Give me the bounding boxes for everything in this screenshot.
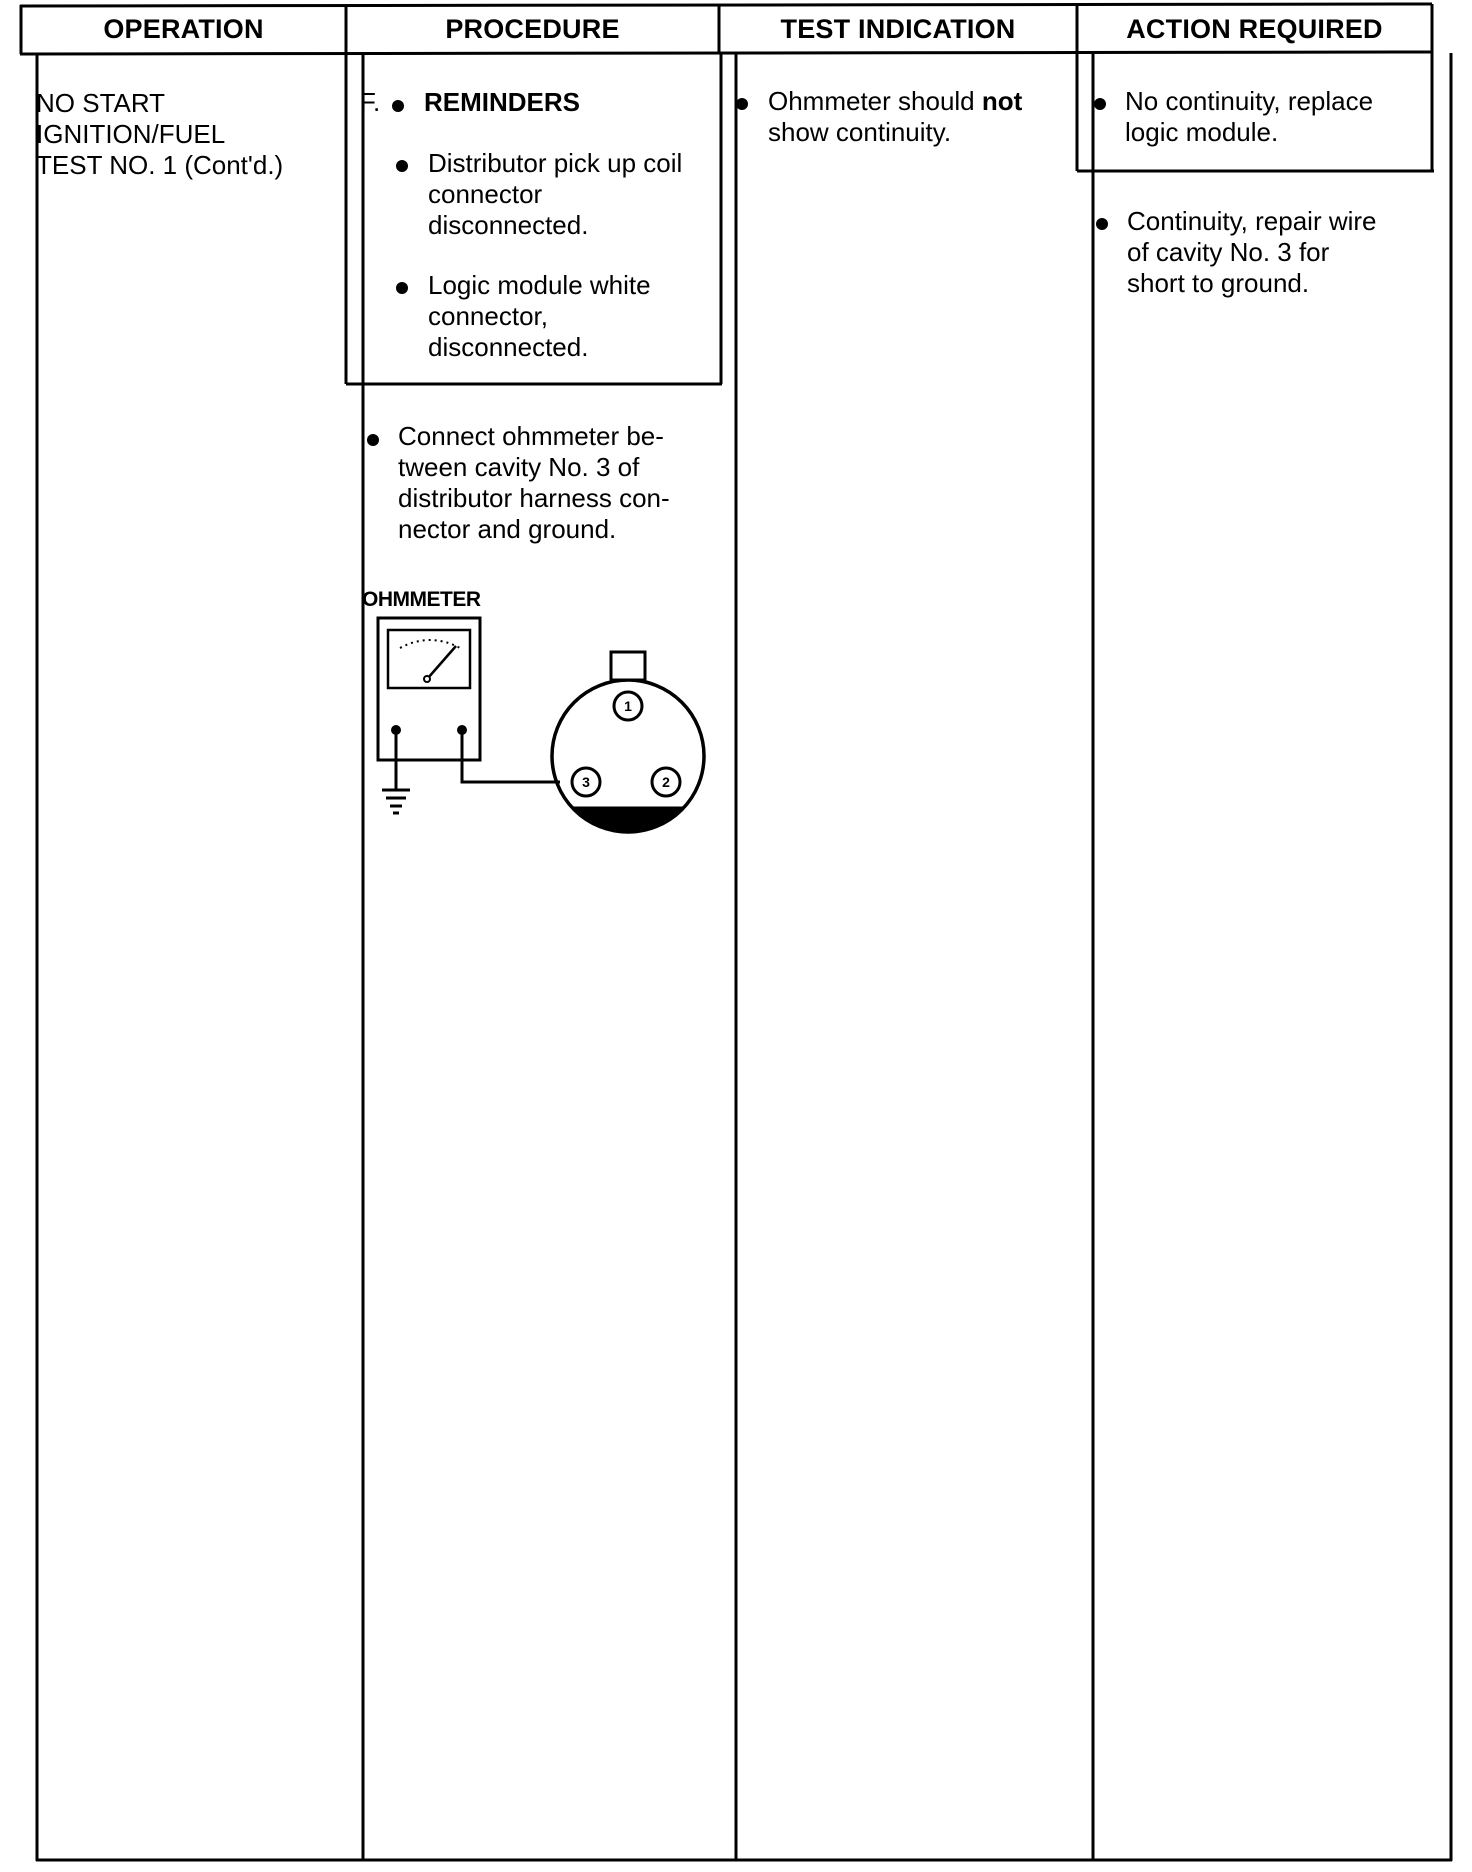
procedure-step	[398, 421, 670, 545]
bullet-icon	[736, 98, 748, 110]
test-line	[768, 86, 1022, 117]
test-text: Ohmmeter should	[768, 86, 982, 116]
action-item	[1125, 86, 1373, 148]
operation-title	[36, 88, 283, 181]
ohmmeter-label: OHMMETER	[362, 588, 481, 611]
action-line: short to ground.	[1127, 268, 1310, 298]
reminder-line: Logic module white	[428, 270, 651, 300]
step-line: nector and ground.	[398, 514, 617, 544]
reminder-line: disconnected.	[428, 332, 589, 362]
cavity-label: 1	[624, 698, 632, 714]
test-indication-text	[768, 86, 1022, 148]
action-item	[1127, 206, 1377, 299]
header-operation: OPERATION	[103, 13, 264, 44]
bullet-icon	[396, 160, 408, 172]
ohmmeter-needle	[428, 646, 456, 678]
test-line: show continuity.	[768, 117, 952, 147]
cavity-label: 3	[582, 774, 590, 790]
header-test-indication: TEST INDICATION	[780, 13, 1016, 44]
action-line: No continuity, replace	[1125, 86, 1374, 116]
reminder-line: Distributor pick up coil	[428, 148, 683, 178]
action-line: Continuity, repair wire	[1127, 206, 1377, 236]
reminder-line: disconnected.	[428, 210, 589, 240]
reminders-title: REMINDERS	[424, 87, 581, 117]
step-letter: F.	[360, 87, 381, 117]
ohmmeter-diagram	[360, 612, 720, 842]
bullet-icon	[1094, 98, 1106, 110]
bullet-icon	[392, 100, 404, 112]
operation-line: TEST NO. 1 (Cont'd.)	[36, 150, 284, 180]
operation-line: NO START	[36, 88, 166, 118]
step-line: tween cavity No. 3 of	[398, 452, 640, 482]
action-line: of cavity No. 3 for	[1127, 237, 1330, 267]
reminder-item	[428, 148, 682, 241]
bullet-icon	[396, 282, 408, 294]
cavity-label: 2	[662, 774, 670, 790]
test-text-bold: not	[981, 86, 1023, 116]
header-procedure: PROCEDURE	[445, 13, 620, 44]
reminder-line: connector,	[428, 301, 548, 331]
action-line: logic module.	[1125, 117, 1279, 147]
reminder-line: connector	[428, 179, 543, 209]
step-line: Connect ohmmeter be-	[398, 421, 664, 451]
bullet-icon	[1096, 218, 1108, 230]
operation-line: IGNITION/FUEL	[36, 119, 226, 149]
reminder-item	[428, 270, 651, 363]
bullet-icon	[367, 434, 379, 446]
header-action-required: ACTION REQUIRED	[1126, 13, 1383, 44]
step-line: distributor harness con-	[398, 483, 670, 513]
